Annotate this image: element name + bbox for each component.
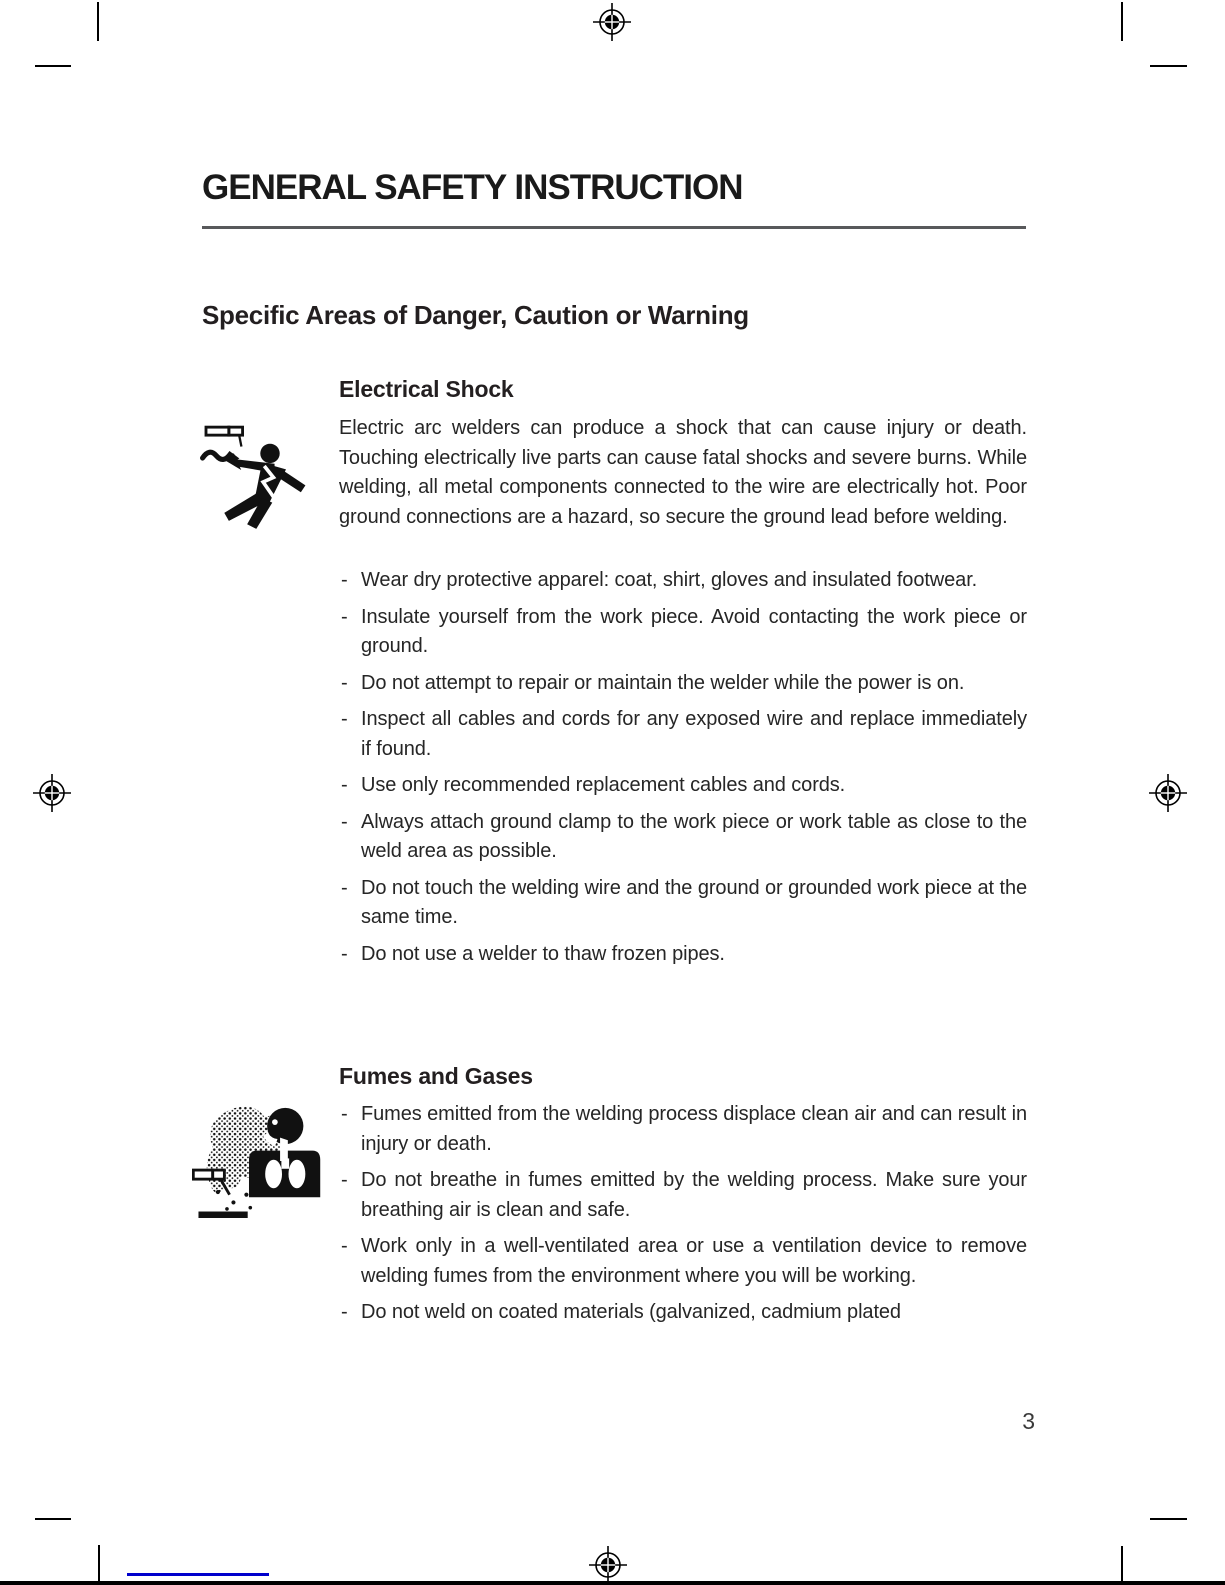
list-item xyxy=(339,808,1027,867)
title-divider xyxy=(202,226,1026,229)
bullet-dash: - xyxy=(341,876,348,899)
list-item xyxy=(339,1166,1027,1225)
bullet-dash: - xyxy=(341,810,348,833)
crop-mark-top-right-vertical xyxy=(1121,2,1123,41)
page-subtitle: Specific Areas of Danger, Caution or Warning xyxy=(202,300,749,330)
bullet-text: Wear dry protective apparel: coat, shirt, gloves and insulated footwear. xyxy=(361,569,978,591)
registration-mark-left-icon xyxy=(32,773,72,813)
bullet-dash: - xyxy=(341,1169,348,1191)
crop-mark-bottom-left-vertical xyxy=(98,1545,100,1585)
list-item xyxy=(339,874,1027,933)
list-item xyxy=(339,940,1027,970)
bullet-text: Always attach ground clamp to the work piece or work table as close to the weld area as possible. xyxy=(361,810,1027,862)
bullet-dash: - xyxy=(341,569,348,591)
registration-mark-top-icon xyxy=(592,2,632,42)
bullet-dash: - xyxy=(341,671,348,694)
bullet-dash: - xyxy=(341,1235,348,1257)
electric-shock-icon xyxy=(196,410,312,530)
section-paragraph: Electric arc welders can produce a shock that can cause injury or death. Touching electrically live parts can cause fatal shocks and severe burns. While welding, all metal components connected to the wire are electrically hot. Poor ground connections are a hazard, so secure the ground lead before welding. xyxy=(339,417,1027,528)
bullet-text: Do not weld on coated materials (galvanized, cadmium plated xyxy=(361,1301,901,1323)
bullet-dash: - xyxy=(341,774,348,796)
crop-mark-bottom-left-horizontal xyxy=(35,1518,71,1520)
list-item xyxy=(339,705,1027,764)
crop-mark-top-left-horizontal xyxy=(35,65,71,67)
bullet-text: Inspect all cables and cords for any exposed wire and replace immediately if found. xyxy=(361,708,1027,760)
list-item xyxy=(339,566,1027,596)
list-item xyxy=(339,1298,1027,1328)
section-heading-fumes-and-gases: Fumes and Gases xyxy=(339,1063,533,1089)
list-item xyxy=(339,1232,1027,1291)
page-title: GENERAL SAFETY INSTRUCTION xyxy=(202,168,743,207)
bullet-text: Use only recommended replacement cables and cords. xyxy=(361,774,846,796)
section-heading-electrical-shock: Electrical Shock xyxy=(339,376,514,402)
footer-link-underline[interactable] xyxy=(127,1573,269,1576)
bullet-text: Do not breathe in fumes emitted by the welding process. Make sure your breathing air is clean and safe. xyxy=(361,1169,1027,1221)
list-item xyxy=(339,603,1027,662)
list-item xyxy=(339,669,1027,699)
crop-mark-bottom-right-horizontal xyxy=(1150,1518,1187,1520)
bullet-text: Fumes emitted from the welding process displace clean air and can result in injury or death. xyxy=(361,1103,1027,1155)
bullet-dash: - xyxy=(341,1103,348,1125)
bullet-dash: - xyxy=(341,1301,348,1323)
page-number: 3 xyxy=(1022,1408,1035,1434)
crop-mark-top-right-horizontal xyxy=(1150,65,1187,67)
fumes-icon xyxy=(192,1094,328,1228)
list-item xyxy=(339,771,1027,801)
bullet-text: Do not touch the welding wire and the ground or grounded work piece at the same time. xyxy=(361,876,1027,928)
bullet-dash: - xyxy=(341,708,348,730)
bullet-text: Work only in a well-ventilated area or use a ventilation device to remove welding fumes from the environment where you will be working. xyxy=(361,1235,1027,1287)
electrical-shock-bullet-list xyxy=(339,566,1027,976)
fumes-and-gases-bullet-list xyxy=(339,1100,1027,1335)
page-bottom-edge xyxy=(0,1581,1225,1585)
bullet-text: Do not attempt to repair or maintain the welder while the power is on. xyxy=(361,671,965,694)
bullet-dash: - xyxy=(341,942,348,965)
bullet-dash: - xyxy=(341,605,348,628)
crop-mark-bottom-right-vertical xyxy=(1121,1546,1123,1585)
registration-mark-bottom-icon xyxy=(588,1545,628,1585)
registration-mark-right-icon xyxy=(1148,773,1188,813)
bullet-text: Insulate yourself from the work piece. Avoid contacting the work piece or ground. xyxy=(361,605,1027,657)
list-item xyxy=(339,1100,1027,1159)
bullet-text: Do not use a welder to thaw frozen pipes. xyxy=(361,942,725,965)
crop-mark-top-left-vertical xyxy=(97,2,99,41)
